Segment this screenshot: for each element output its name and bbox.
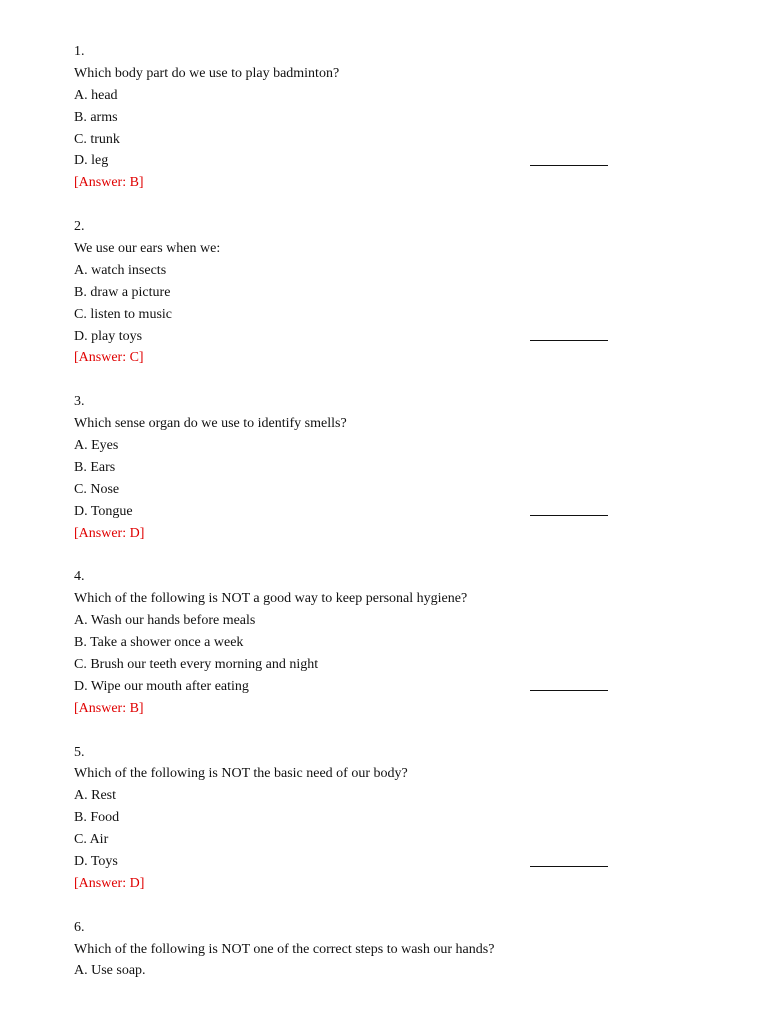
option-d: D. play toys [74, 328, 143, 344]
option-d: D. leg [74, 153, 109, 169]
question-6 [74, 917, 634, 983]
worksheet-page [74, 41, 634, 982]
question-number: 2. [74, 219, 85, 235]
option-b: B. draw a picture [74, 284, 171, 300]
question-prompt: Which of the following is NOT one of the correct steps to wash our hands? [74, 941, 495, 957]
question-prompt: Which body part do we use to play badminton? [74, 65, 340, 81]
question-number: 5. [74, 744, 85, 760]
answer-key: [Answer: B] [74, 700, 144, 716]
question-prompt: Which of the following is NOT the basic need of our body? [74, 766, 408, 782]
answer-blank-line [530, 340, 608, 341]
question-prompt: We use our ears when we: [74, 241, 221, 257]
option-b: B. arms [74, 109, 118, 125]
option-d: D. Wipe our mouth after eating [74, 678, 249, 694]
option-c: C. Nose [74, 481, 120, 497]
option-a: A. Use soap. [74, 963, 146, 979]
answer-blank-line [530, 165, 608, 166]
question-3 [74, 391, 634, 566]
question-number: 3. [74, 394, 85, 410]
question-number: 4. [74, 569, 85, 585]
answer-key: [Answer: D] [74, 875, 145, 891]
option-d: D. Toys [74, 853, 118, 869]
answer-blank-line [530, 515, 608, 516]
question-5 [74, 742, 634, 917]
option-c: C. Air [74, 832, 109, 848]
question-1 [74, 41, 634, 216]
option-a: A. Wash our hands before meals [74, 613, 256, 629]
option-b: B. Ears [74, 459, 116, 475]
answer-key: [Answer: B] [74, 175, 144, 191]
question-4 [74, 566, 634, 741]
option-a: A. head [74, 87, 118, 103]
question-number: 1. [74, 44, 85, 59]
answer-key: [Answer: C] [74, 350, 144, 366]
answer-blank-line [530, 866, 608, 867]
question-prompt: Which of the following is NOT a good way to keep personal hygiene? [74, 591, 468, 607]
option-a: A. Eyes [74, 438, 119, 454]
option-c: C. listen to music [74, 306, 172, 322]
option-a: A. watch insects [74, 262, 167, 278]
question-number: 6. [74, 919, 85, 935]
option-a: A. Rest [74, 788, 116, 804]
option-b: B. Take a shower once a week [74, 635, 244, 651]
question-prompt: Which sense organ do we use to identify smells? [74, 416, 347, 432]
option-b: B. Food [74, 810, 120, 826]
option-c: C. trunk [74, 131, 120, 147]
answer-blank-line [530, 690, 608, 691]
question-2 [74, 216, 634, 391]
answer-key: [Answer: D] [74, 525, 145, 541]
option-c: C. Brush our teeth every morning and night [74, 656, 319, 672]
option-d: D. Tongue [74, 503, 133, 519]
